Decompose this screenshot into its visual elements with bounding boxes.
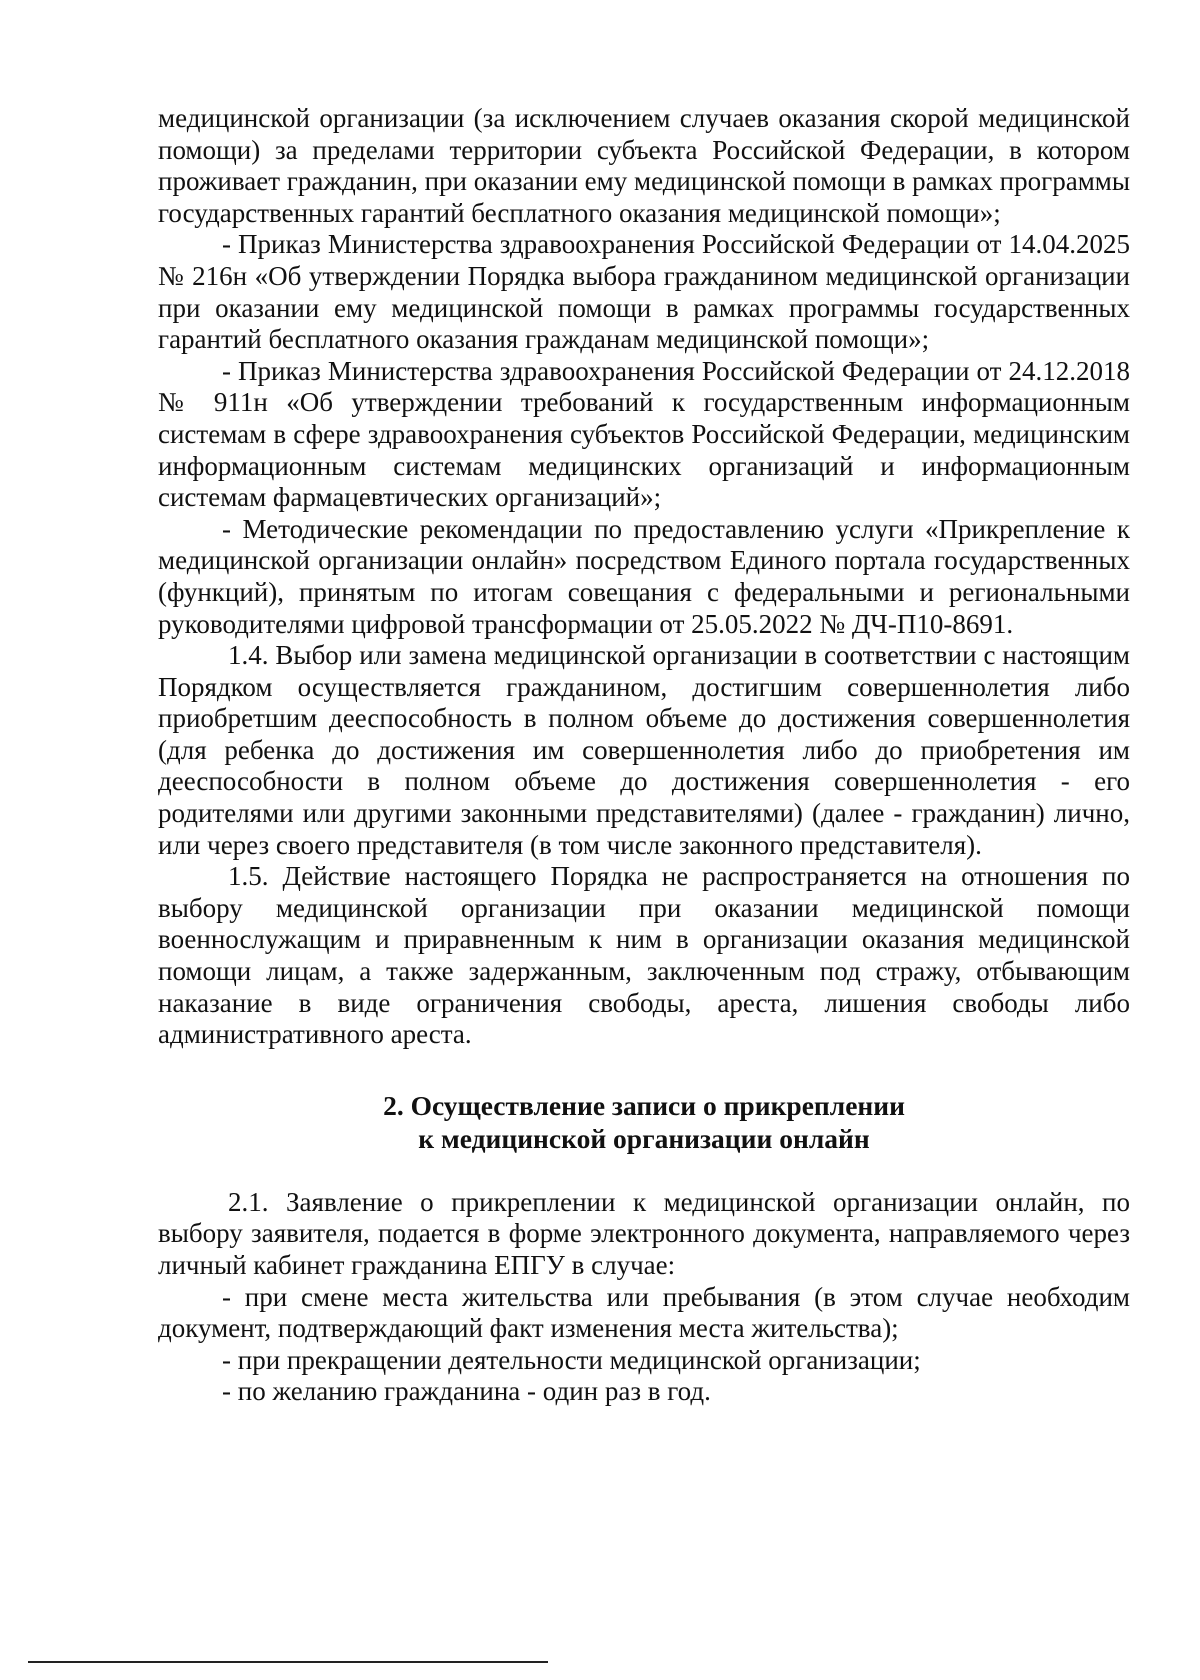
paragraph-1-4: 1.4. Выбор или замена медицинской организации в соответствии с настоящим Порядком осуществляется гражданином, достигшим совершеннолетия либо приобретшим дееспособность в полном объеме до достижения совершеннолетия (для ребенка до достижения им совершеннолетия либо до приобретения им дееспособности в полном объеме до достижения совершеннолетия - его родителями или другими законными представителями) (далее - гражданин) лично, или через своего представителя (в том числе законного представителя). bbox=[158, 640, 1130, 860]
paragraph-order-911n: - Приказ Министерства здравоохранения Российской Федерации от 24.12.2018 № 911н «Об утверждении требований к государственным информационным системам в сфере здравоохранения субъектов Российской Федерации, медицинским информационным системам медицинских организаций и информационным системам фармацевтических организаций»; bbox=[158, 355, 1130, 513]
paragraph-1-5: 1.5. Действие настоящего Порядка не распространяется на отношения по выбору медицинской организации при оказании медицинской помощи военнослужащим и приравненным к ним в организации оказания медицинской помощи лицам, а также задержанным, заключенным под стражу, отбывающим наказание в виде ограничения свободы, ареста, лишения свободы либо административного ареста. bbox=[158, 861, 1130, 1050]
list-item-residence-change: - при смене места жительства или пребывания (в этом случае необходим документ, подтверждающий факт изменения места жительства); bbox=[158, 1281, 1130, 1344]
paragraph-order-216n: - Приказ Министерства здравоохранения Российской Федерации от 14.04.2025 № 216н «Об утверждении Порядка выбора гражданином медицинской организации при оказании ему медицинской помощи в рамках программы государственных гарантий бесплатного оказания гражданам медицинской помощи»; bbox=[158, 229, 1130, 355]
section-heading-line-1: 2. Осуществление записи о прикреплении bbox=[383, 1089, 905, 1121]
footer-rule bbox=[28, 1661, 548, 1663]
section-heading-line-2: к медицинской организации онлайн bbox=[418, 1122, 870, 1154]
paragraph-continuation: медицинской организации (за исключением случаев оказания скорой медицинской помощи) за пределами территории субъекта Российской Федерации, в котором проживает гражданин, при оказании ему медицинской помощи в рамках программы государственных гарантий бесплатного оказания медицинской помощи»; bbox=[158, 103, 1130, 228]
paragraph-2-1: 2.1. Заявление о прикреплении к медицинской организации онлайн, по выбору заявителя, подается в форме электронного документа, направляемого через личный кабинет гражданина ЕПГУ в случае: bbox=[158, 1186, 1130, 1280]
document-page bbox=[158, 103, 1130, 1408]
list-item-citizen-wish: - по желанию гражданина - один раз в год. bbox=[222, 1376, 711, 1407]
paragraph-methodical-recommendations: - Методические рекомендации по предоставлению услуги «Прикрепление к медицинской организации онлайн» посредством Единого портала государственных (функций), принятым по итогам совещания с федеральными и региональными руководителями цифровой трансформации от 25.05.2022 № ДЧ-П10-8691. bbox=[158, 513, 1130, 639]
list-item-organization-closure: - при прекращении деятельности медицинской организации; bbox=[222, 1344, 921, 1375]
section-heading bbox=[158, 1089, 1130, 1155]
